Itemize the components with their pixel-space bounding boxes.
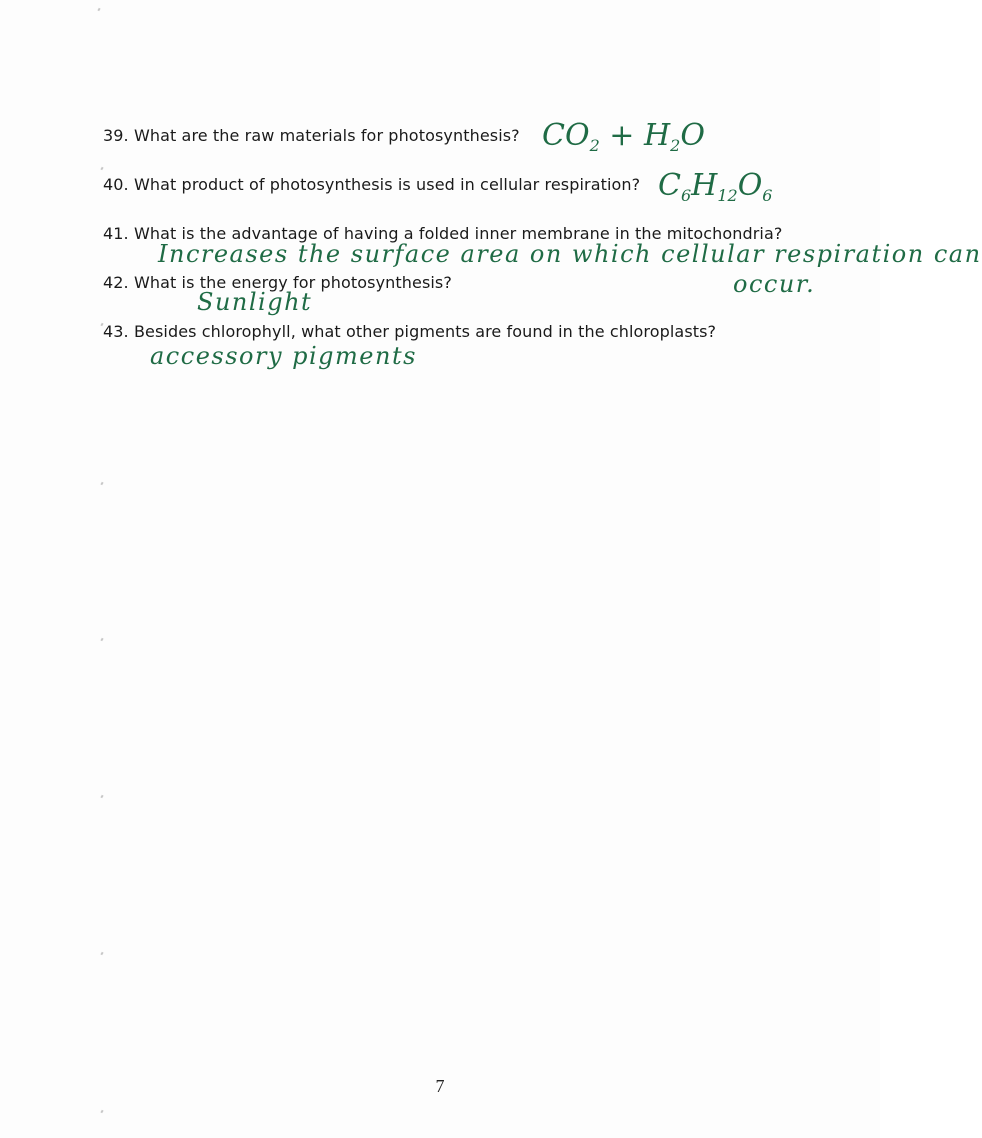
scan-speck [100,795,103,799]
answer-43-handwritten: accessory pigments [150,342,417,370]
question-number: 43. [103,322,129,341]
question-text: What is the advantage of having a folded inner membrane in the mitochondria? [133,224,783,243]
answer-41-handwritten-line2: occur. [733,270,816,298]
question-text: What are the raw materials for photosynthesis? [133,126,520,145]
question-text: What product of photosynthesis is used in cellular respiration? [133,175,641,194]
question-number: 40. [103,175,129,194]
page-number: 7 [435,1076,445,1096]
question-number: 41. [103,224,129,243]
question-40 [103,175,640,194]
answer-39-handwritten: $CO_2 + H_2O$ [542,118,705,155]
scan-speck [100,1110,103,1114]
question-43 [103,322,716,341]
scan-speck [100,167,103,171]
scan-speck [97,8,100,12]
scan-speck [100,952,103,956]
question-number: 39. [103,126,129,145]
question-39 [103,126,520,145]
scan-speck [100,638,103,642]
answer-41-handwritten-line1: Increases the surface area on which cellular respiration can [158,240,982,268]
question-number: 42. [103,273,129,292]
question-text: What is the energy for photosynthesis? [133,273,452,292]
answer-42-handwritten: Sunlight [197,288,313,316]
question-text: Besides chlorophyll, what other pigments are found in the chloroplasts? [133,322,717,341]
scan-speck [100,482,103,486]
answer-40-handwritten: $C_6H_{12}O_6$ [658,168,773,205]
